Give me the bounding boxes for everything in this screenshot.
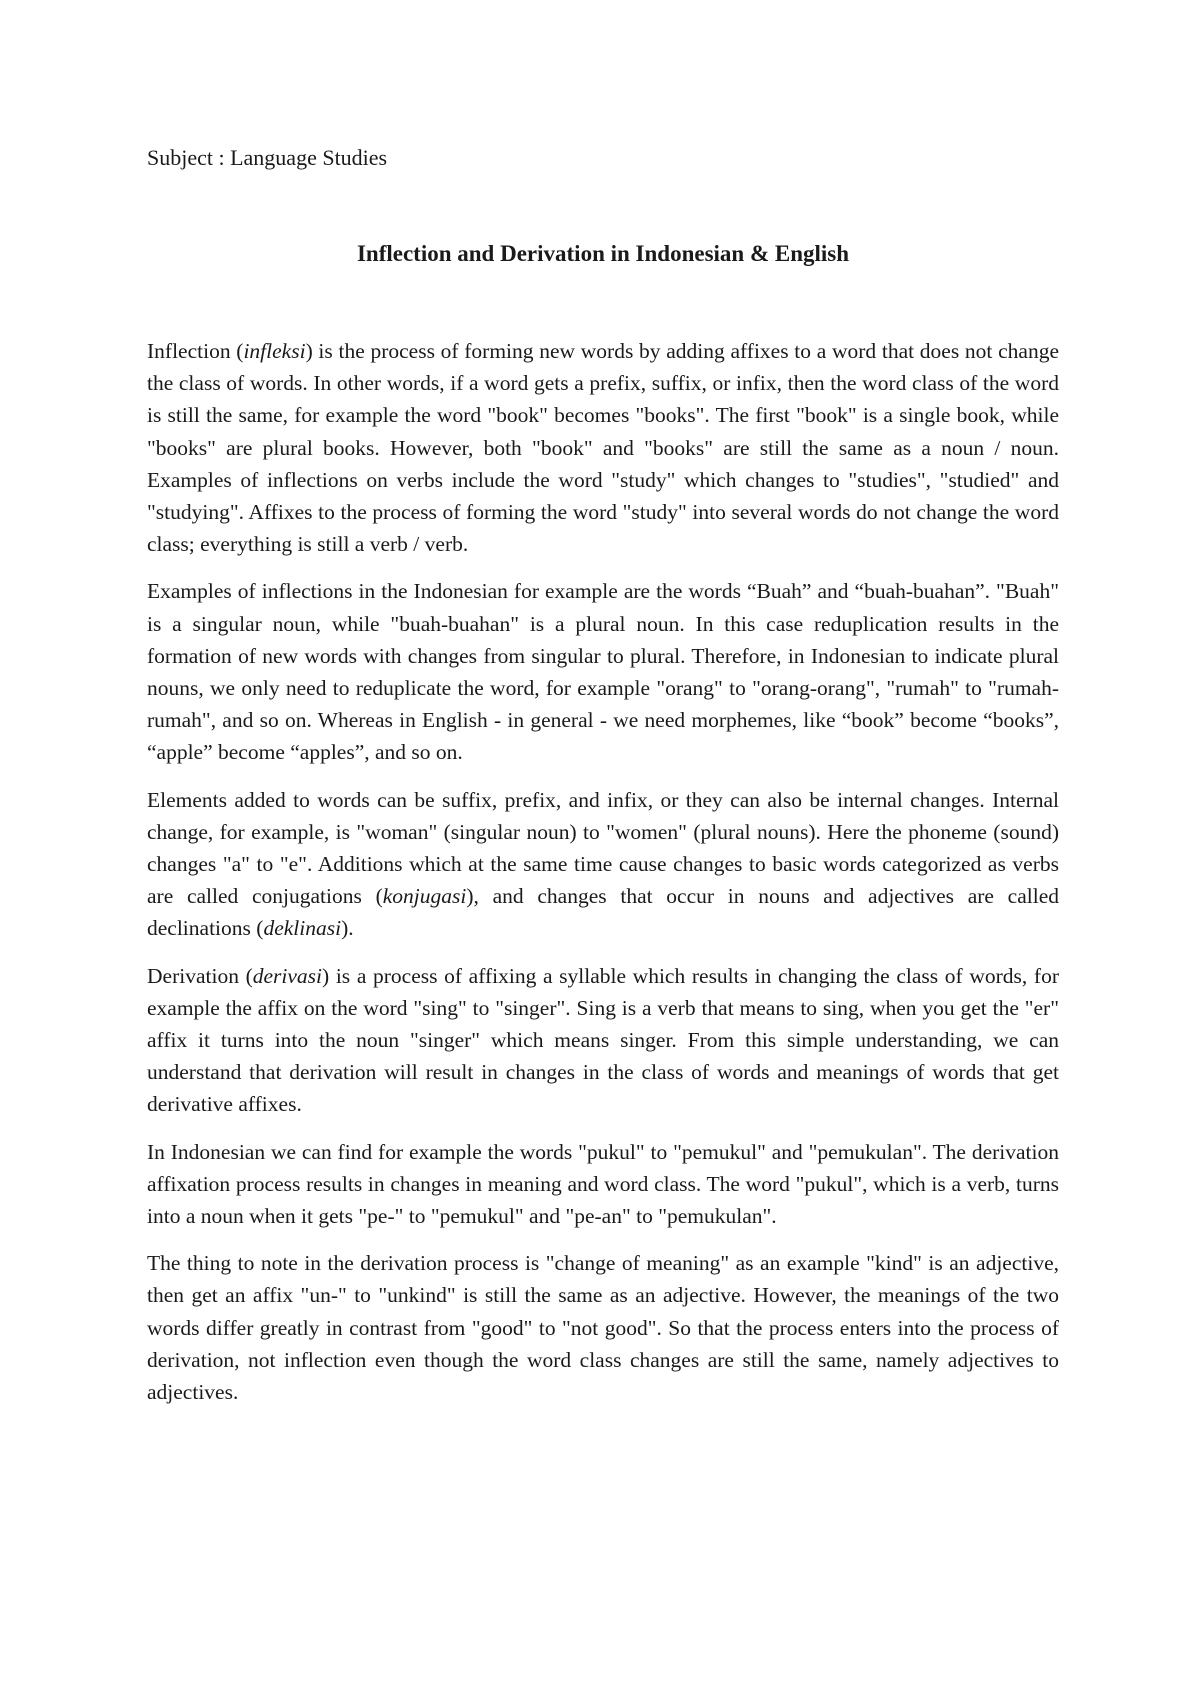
paragraph-inflection-definition <box>147 335 1059 560</box>
paragraph-derivation-definition <box>147 960 1059 1121</box>
paragraph-indonesian-derivation: In Indonesian we can find for example the words "pukul" to "pemukul" and "pemukulan". The derivation affixation process results in changes in meaning and word class. The word "pukul", which is a verb, turns into a noun when it gets "pe-" to "pemukul" and "pe-an" to "pemukulan". <box>147 1139 1059 1229</box>
text-run: Inflection ( <box>147 339 244 363</box>
text-run: Derivation ( <box>147 963 253 988</box>
text-run: ) is a process of affixing a syllable which results in changing the class of words, for example the affix on the word "sing" to "singer". Sing is a verb that means to sing, when you get the "er" affix it turns into the noun "singer" which means singer. From this simple understanding, we can understand that derivation will result in changes in the class of words and meanings of words that get derivative affixes. <box>147 963 1059 1117</box>
document-body <box>147 143 1059 1423</box>
paragraph-change-of-meaning: The thing to note in the derivation process is "change of meaning" as an example "kind" is an adjective, then get an affix "un-" to "unkind" is still the same as an adjective. However, the meanings of the two words differ greatly in contrast from "good" to "not good". So that the process enters into the process of derivation, not inflection even though the word class changes are still the same, namely adjectives to adjectives. <box>147 1251 1059 1405</box>
text-run: ). <box>341 916 354 941</box>
document-title: Inflection and Derivation in Indonesian & English <box>356 241 850 266</box>
subject-line: Subject : Language Studies <box>147 145 388 170</box>
paragraph-internal-change <box>147 784 1059 945</box>
italic-term-deklinasi: deklinasi <box>263 916 342 941</box>
text-run: ) is the process of forming new words by adding affixes to a word that does not change the class of words. In other words, if a word gets a prefix, suffix, or infix, then the word class of the word is still the same, for example the word "book" becomes "books". The first "book" is a single book, while "books" are plural books. However, both "book" and "books" are still the same as a noun / noun. Examples of inflections on verbs include the word "study" which changes to "studies", "studied" and "studying". Affixes to the process of forming the word "study" into several words do not change the word class; everything is still a verb / verb. <box>147 339 1059 557</box>
paragraph-indonesian-inflection: Examples of inflections in the Indonesian for example are the words “Buah” and “buah-buahan”. "Buah" is a singular noun, while "buah-buahan" is a plural noun. In this case reduplication results in the formation of new words with changes from singular to plural. Therefore, in Indonesian to indicate plural nouns, we only need to reduplicate the word, for example "orang" to "orang-orang", "rumah" to "rumah-rumah", and so on. Whereas in English - in general - we need morphemes, like “book” become “books”, “apple” become “apples”, and so on. <box>147 579 1059 765</box>
text-run: ), and changes that occur in nouns and adjectives are called declinations ( <box>147 884 1060 941</box>
italic-term-derivasi: derivasi <box>252 963 323 988</box>
italic-term-konjugasi: konjugasi <box>382 884 467 909</box>
italic-term-infleksi: infleksi <box>243 339 306 363</box>
text-run: Elements added to words can be suffix, prefix, and infix, or they can also be internal changes. Internal change, for example, is "woman" (singular noun) to "women" (plural nouns). Here the phoneme (sound) changes "a" to "e". Additions which at the same time cause changes to basic words categorized as verbs are called conjugations ( <box>147 787 1059 909</box>
